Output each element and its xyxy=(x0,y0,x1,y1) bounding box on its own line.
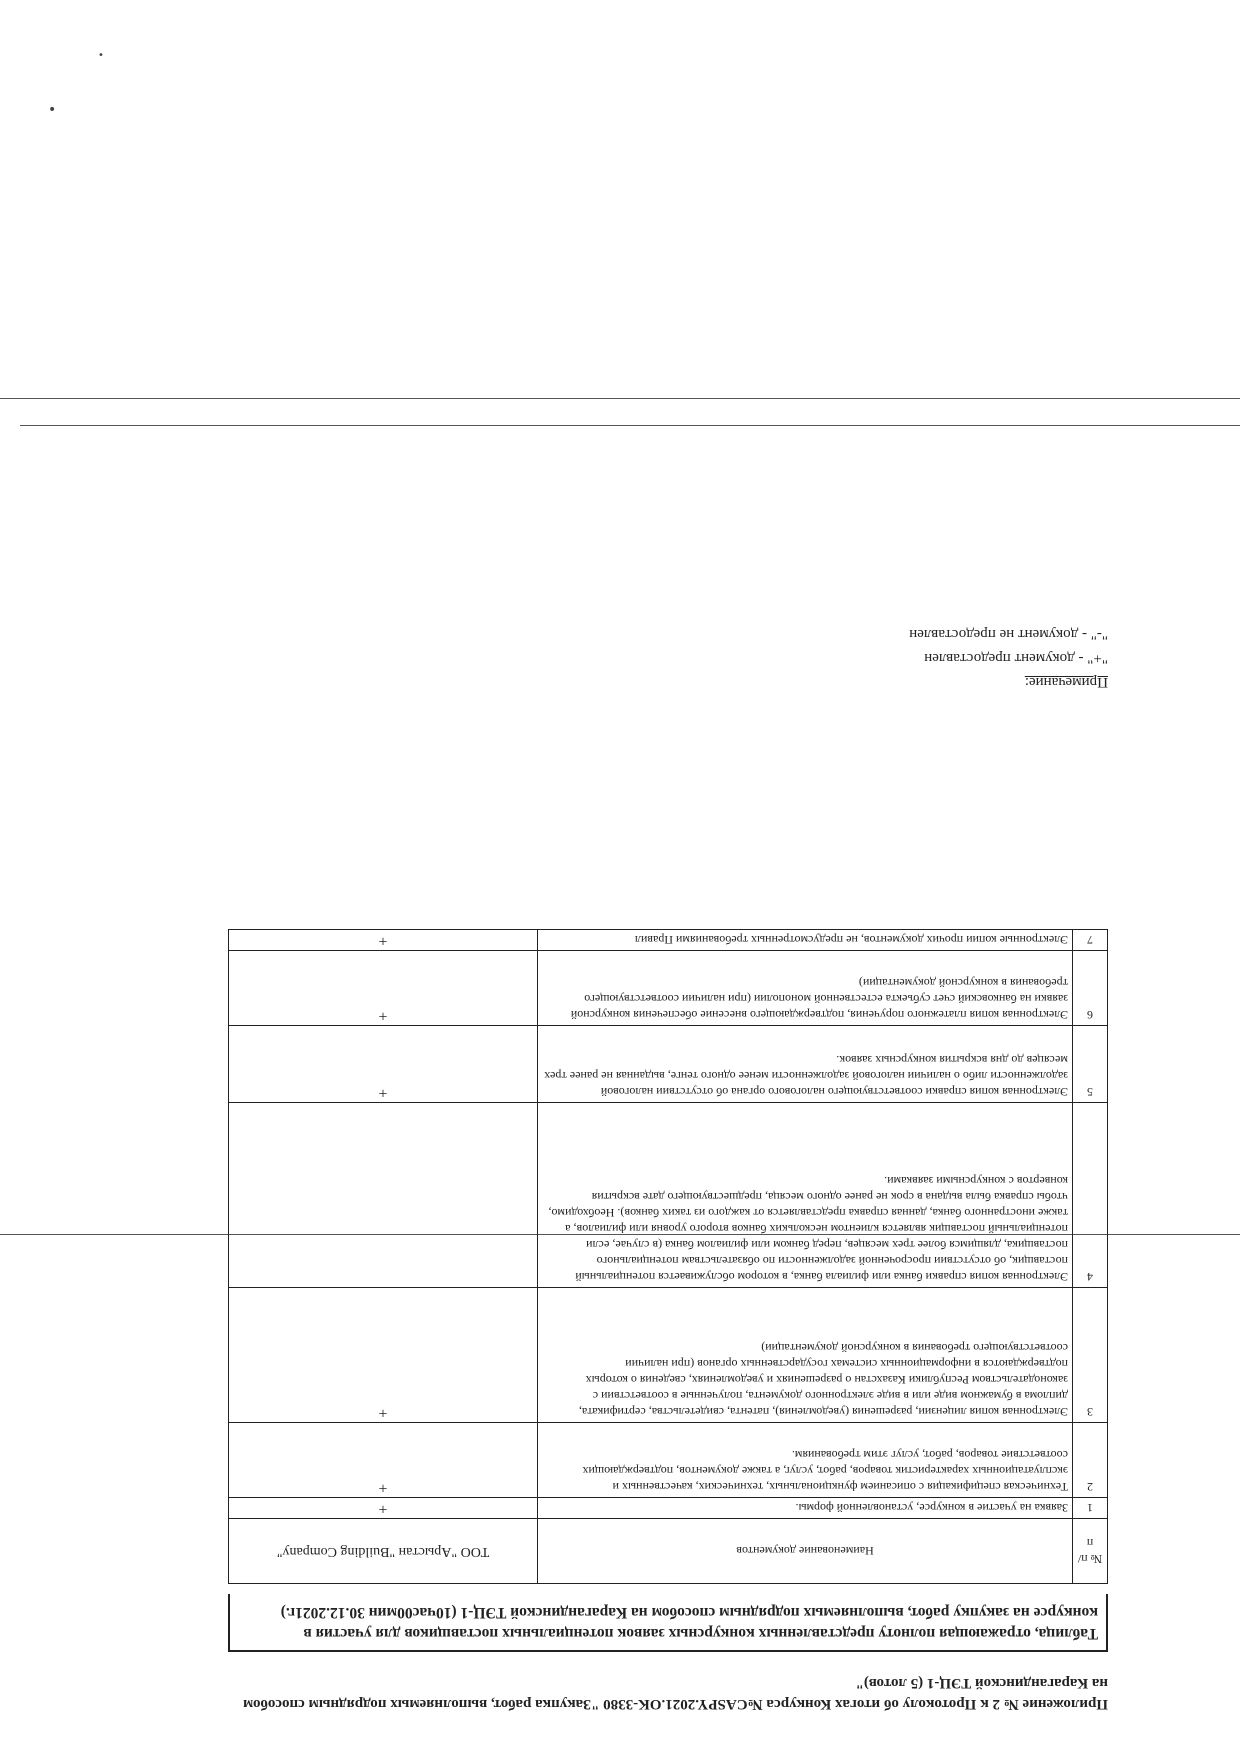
documents-table xyxy=(228,929,1108,1584)
row-mark: + xyxy=(229,1288,538,1423)
table-row xyxy=(229,1423,1108,1498)
row-number: 6 xyxy=(1073,951,1108,1026)
table-row xyxy=(229,1498,1108,1519)
row-mark: + xyxy=(229,1423,538,1498)
note-line: "-" - документ не предоставлен xyxy=(909,626,1108,642)
notes xyxy=(508,622,1108,694)
row-number: 2 xyxy=(1073,1423,1108,1498)
scan-speck: • xyxy=(48,102,57,118)
row-document-name: Техническая спецификация с описанием функциональных, технических, качественных и эксплуатационных характеристик товаров, работ, услуг, а также документов, подтверждающих соответствие товаров, работ, услуг этим требованиям. xyxy=(538,1423,1073,1498)
row-document-name: Электронные копии прочих документов, не предусмотренных требованиями Правил xyxy=(538,930,1073,951)
note-line: "+" - документ предоставлен xyxy=(924,650,1108,666)
appendix-caption: Приложение № 2 к Протоколу об итогах Конкурса №CASPY.2021.OK-3380 "Закупка работ, выполняемых подрядным способом на Карагандинской ТЭЦ-1 (5 лотов)" xyxy=(243,1675,1108,1712)
notes-title: Примечание: xyxy=(1024,674,1108,690)
table-row xyxy=(229,951,1108,1026)
row-document-name: Электронная копия справки банка или филиала банка, в котором обслуживается потенциальный поставщик, об отсутствии просроченной задолженности по обязательствам потенциального поставщика, длящимся более трех месяцев, перед банком или филиалом банка (в случае, если потенциальный поставщик является клиентом нескольких банков второго уровня или филиалов, а также иностранного банка, данная справка представляется от каждого из таких банков). Необходимо, чтобы справка была выдана в срок не ранее одного месяца, предшествующего дате вскрытия конвертов с конкурсными заявками. xyxy=(538,1103,1073,1288)
row-document-name: Заявка на участие в конкурсе, установленной формы. xyxy=(538,1498,1073,1519)
row-document-name: Электронная копия платежного поручения, подтверждающего внесение обеспечения конкурсной заявки на банковский счет субъекта естественной монополии (при наличии соответствующего требования в конкурсной документации) xyxy=(538,951,1073,1026)
row-number: 3 xyxy=(1073,1288,1108,1423)
table-row xyxy=(229,1026,1108,1103)
table-row xyxy=(229,930,1108,951)
row-mark: + xyxy=(229,930,538,951)
scan-speck-2: • xyxy=(98,50,104,61)
row-mark: + xyxy=(229,1498,538,1519)
header-company: ТОО "Арыстан "Building Company" xyxy=(229,1519,538,1584)
row-mark: + xyxy=(229,951,538,1026)
row-number: 4 xyxy=(1073,1103,1108,1288)
table-header-row xyxy=(229,1519,1108,1584)
row-mark: + xyxy=(229,1026,538,1103)
row-document-name: Электронная копия лицензии, разрешения (уведомления), патента, свидетельства, сертификата, диплома в бумажном виде или в виде электронного документа, полученные в соответствии с законодательством Республики Казахстан о разрешениях и уведомлениях, сведения о которых подтверждаются в информационных системах государственных органов (при наличии соответствующего требования в конкурсной документации) xyxy=(538,1288,1073,1423)
row-number: 5 xyxy=(1073,1026,1108,1103)
header-number: № п/п xyxy=(1073,1519,1108,1584)
row-number: 7 xyxy=(1073,930,1108,951)
table-row xyxy=(229,1103,1108,1288)
header-document-name: Наименование документов xyxy=(538,1519,1073,1584)
row-number: 1 xyxy=(1073,1498,1108,1519)
table-title: Таблица, отражающая полноту представленных конкурсных заявок потенциальных поставщиков для участия в конкурсе на закупку работ, выполняемых подрядным способом на Карагандинской ТЭЦ-1 (10час00мин 30.12.2021г.) xyxy=(228,1594,1108,1652)
row-document-name: Электронная копия справки соответствующего налогового органа об отсутствии налоговой задолженности либо о наличии налоговой задолженности менее одного тенге, выданная не ранее трех месяцев до дня вскрытия конкурсных заявок. xyxy=(538,1026,1073,1103)
row-mark xyxy=(229,1103,538,1288)
table-row xyxy=(229,1288,1108,1423)
